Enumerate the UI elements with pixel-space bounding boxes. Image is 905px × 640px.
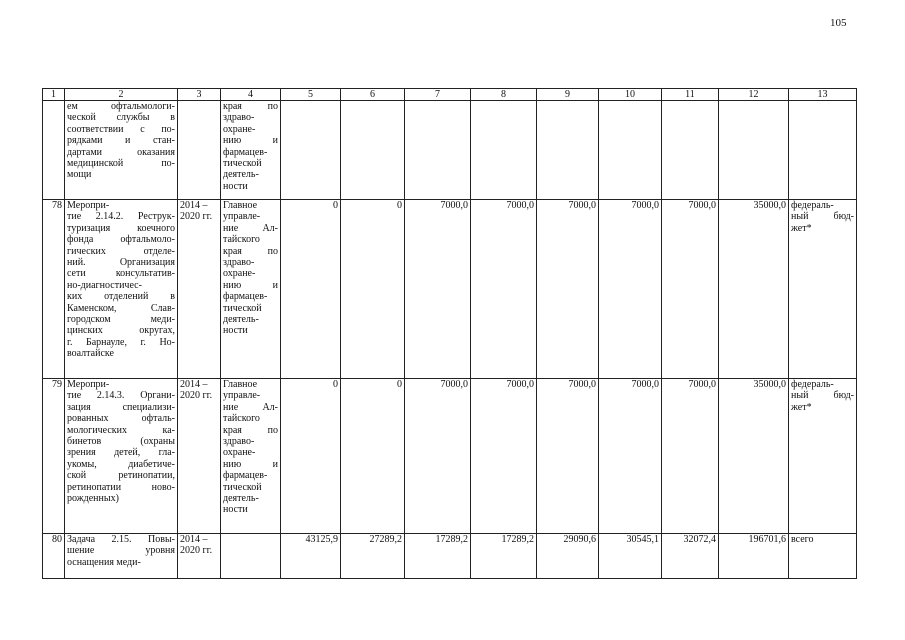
text-line: рожденных): [67, 493, 119, 505]
value-cell-col-12: 196701,6: [719, 534, 789, 579]
text-line: охране-: [223, 123, 256, 135]
text-line: оснащения меди-: [67, 556, 141, 568]
column-header-6: 6: [341, 89, 405, 101]
text-line: ности: [223, 504, 248, 516]
text-line: Каменском, Слав-: [67, 302, 175, 314]
period-cell: [178, 534, 221, 579]
text-line: федераль-: [791, 200, 834, 211]
text-line: деятель-: [223, 169, 259, 181]
text-line: нию и: [223, 279, 278, 291]
column-header-7: 7: [405, 89, 471, 101]
text-line: Задача 2.15. Повы-: [67, 534, 175, 545]
text-line: цинских округах,: [67, 325, 175, 337]
value-cell-col-6: 0: [341, 379, 405, 534]
text-line: жет*: [791, 222, 812, 234]
column-header-1: 1: [43, 89, 65, 101]
text-line: мощи: [67, 169, 92, 181]
text-line: воалтайске: [67, 348, 114, 360]
text-line: управле-: [223, 211, 261, 223]
row-number: [43, 101, 65, 200]
value-cell-col-12: 35000,0: [719, 200, 789, 379]
text-line: ретинопатии ново-: [67, 481, 175, 493]
text-line: охране-: [223, 268, 256, 280]
table-row: [43, 379, 857, 534]
responsible-cell: [221, 200, 281, 379]
value-cell-col-9: 7000,0: [537, 379, 599, 534]
value-cell-col-7: 17289,2: [405, 534, 471, 579]
period-cell: [178, 101, 221, 200]
text-line: 2014 –: [180, 534, 208, 545]
text-line: зация специализи-: [67, 401, 175, 413]
value-cell-col-8: 7000,0: [471, 200, 537, 379]
column-header-5: 5: [281, 89, 341, 101]
text-line: рованных офталь-: [67, 413, 175, 425]
responsible-cell: [221, 534, 281, 579]
text-line: рядками и стан-: [67, 135, 175, 147]
table-row: [43, 101, 857, 200]
value-cell-col-5: [281, 101, 341, 200]
text-line: городском меди-: [67, 314, 175, 326]
text-line: фонда офтальмоло-: [67, 234, 175, 246]
value-cell-col-11: [662, 101, 719, 200]
text-line: укомы, диабетиче-: [67, 458, 175, 470]
table-row: [43, 534, 857, 579]
funding-source-cell: [789, 534, 857, 579]
text-line: ких отделений в: [67, 291, 175, 303]
funding-source-cell: [789, 379, 857, 534]
text-line: гических отделе-: [67, 245, 175, 257]
value-cell-col-7: 7000,0: [405, 379, 471, 534]
value-cell-col-5: 0: [281, 379, 341, 534]
text-line: ской ретинопатии,: [67, 470, 175, 482]
header-row: [43, 89, 857, 101]
value-cell-col-9: 29090,6: [537, 534, 599, 579]
column-header-10: 10: [599, 89, 662, 101]
text-line: мологических ка-: [67, 424, 175, 436]
text-line: ный бюд-: [791, 390, 854, 402]
text-line: здраво-: [223, 436, 255, 448]
value-cell-col-10: 7000,0: [599, 379, 662, 534]
text-line: тие 2.14.3. Органи-: [67, 390, 175, 402]
text-line: Главное: [223, 379, 258, 390]
activity-description: [65, 534, 178, 579]
text-line: дартами оказания: [67, 146, 175, 158]
budget-table: [42, 88, 857, 579]
responsible-cell: [221, 379, 281, 534]
text-line: сети консультатив-: [67, 268, 175, 280]
text-line: федераль-: [791, 379, 834, 390]
text-line: управле-: [223, 390, 261, 402]
column-header-4: 4: [221, 89, 281, 101]
column-header-12: 12: [719, 89, 789, 101]
column-header-13: 13: [789, 89, 857, 101]
text-line: ем офтальмологи-: [67, 101, 175, 112]
text-line: 2014 –: [180, 200, 208, 211]
value-cell-col-10: 7000,0: [599, 200, 662, 379]
text-line: тайского: [223, 413, 260, 425]
text-line: всего: [791, 534, 814, 545]
column-header-11: 11: [662, 89, 719, 101]
value-cell-col-8: 7000,0: [471, 379, 537, 534]
column-header-8: 8: [471, 89, 537, 101]
value-cell-col-7: [405, 101, 471, 200]
text-line: здраво-: [223, 257, 255, 269]
text-line: нию и: [223, 458, 278, 470]
value-cell-col-10: [599, 101, 662, 200]
funding-source-cell: [789, 101, 857, 200]
row-number: 79: [43, 379, 65, 534]
text-line: края по: [223, 424, 278, 436]
value-cell-col-5: 43125,9: [281, 534, 341, 579]
page-number: 105: [830, 17, 847, 29]
period-cell: [178, 379, 221, 534]
funding-source-cell: [789, 200, 857, 379]
value-cell-col-11: 7000,0: [662, 200, 719, 379]
text-line: Главное: [223, 200, 258, 211]
text-line: ческой службы в: [67, 112, 175, 124]
text-line: фармацев-: [223, 470, 268, 482]
column-header-2: 2: [65, 89, 178, 101]
period-cell: [178, 200, 221, 379]
value-cell-col-11: 32072,4: [662, 534, 719, 579]
row-number: 78: [43, 200, 65, 379]
text-line: ний. Организация: [67, 257, 175, 269]
text-line: жет*: [791, 401, 812, 413]
text-line: охране-: [223, 447, 256, 459]
text-line: ности: [223, 180, 248, 192]
text-line: 2020 гг.: [180, 390, 213, 402]
text-line: ние Ал-: [223, 222, 278, 234]
value-cell-col-6: 0: [341, 200, 405, 379]
text-line: фармацев-: [223, 146, 268, 158]
text-line: деятель-: [223, 493, 259, 505]
value-cell-col-12: [719, 101, 789, 200]
value-cell-col-10: 30545,1: [599, 534, 662, 579]
text-line: Меропри-: [67, 200, 110, 211]
activity-description: [65, 101, 178, 200]
text-line: края по: [223, 245, 278, 257]
text-line: зрения детей, гла-: [67, 447, 175, 459]
value-cell-col-8: 17289,2: [471, 534, 537, 579]
value-cell-col-12: 35000,0: [719, 379, 789, 534]
text-line: ности: [223, 325, 248, 337]
text-line: тической: [223, 481, 262, 493]
text-line: бинетов (охраны: [67, 436, 175, 448]
value-cell-col-5: 0: [281, 200, 341, 379]
value-cell-col-9: 7000,0: [537, 200, 599, 379]
text-line: соответствии с по-: [67, 123, 175, 135]
text-line: 2020 гг.: [180, 545, 213, 557]
text-line: Меропри-: [67, 379, 110, 390]
value-cell-col-9: [537, 101, 599, 200]
responsible-cell: [221, 101, 281, 200]
value-cell-col-8: [471, 101, 537, 200]
text-line: медицинской по-: [67, 158, 175, 170]
text-line: здраво-: [223, 112, 255, 124]
text-line: тие 2.14.2. Реструк-: [67, 211, 175, 223]
value-cell-col-7: 7000,0: [405, 200, 471, 379]
text-line: деятель-: [223, 314, 259, 326]
activity-description: [65, 200, 178, 379]
table-body: [43, 101, 857, 579]
text-line: тической: [223, 302, 262, 314]
text-line: нию и: [223, 135, 278, 147]
text-line: ние Ал-: [223, 401, 278, 413]
text-line: ный бюд-: [791, 211, 854, 223]
text-line: но-диагностичес-: [67, 279, 142, 291]
text-line: фармацев-: [223, 291, 268, 303]
value-cell-col-6: 27289,2: [341, 534, 405, 579]
value-cell-col-11: 7000,0: [662, 379, 719, 534]
activity-description: [65, 379, 178, 534]
table-row: [43, 200, 857, 379]
row-number: 80: [43, 534, 65, 579]
text-line: края по: [223, 101, 278, 112]
text-line: тайского: [223, 234, 260, 246]
text-line: 2014 –: [180, 379, 208, 390]
text-line: 2020 гг.: [180, 211, 213, 223]
text-line: туризация коечного: [67, 222, 175, 234]
text-line: тической: [223, 158, 262, 170]
value-cell-col-6: [341, 101, 405, 200]
text-line: г. Барнауле, г. Но-: [67, 336, 175, 348]
column-header-9: 9: [537, 89, 599, 101]
column-header-3: 3: [178, 89, 221, 101]
text-line: шение уровня: [67, 545, 175, 557]
